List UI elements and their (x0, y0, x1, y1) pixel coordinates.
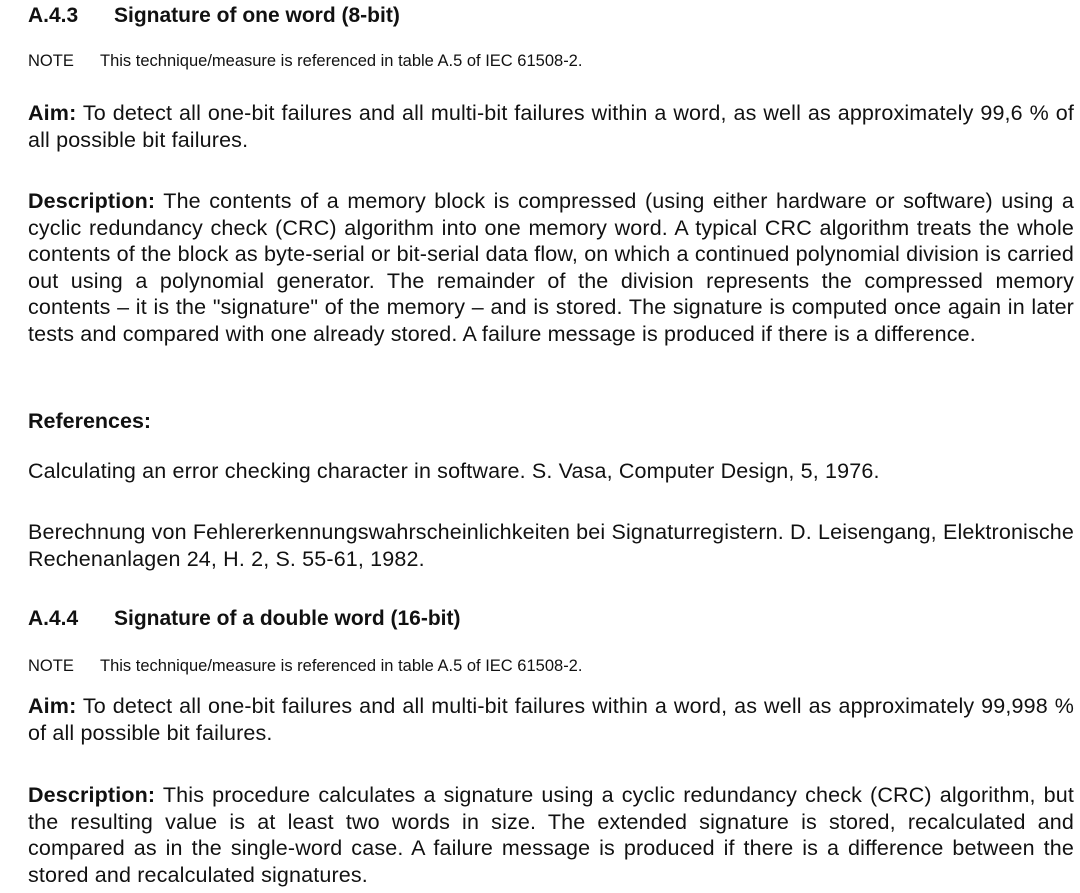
aim-paragraph-a44 (28, 693, 1074, 746)
section-number: A.4.3 (28, 4, 79, 27)
description-text: This procedure calculates a signature using a cyclic redundancy check (CRC) algorithm, but the resulting value is at least two words in size. The extended signature is stored, recalculated and compared as in the single-word case. A failure message is produced if there is a difference between the stored and recalculated signatures. (28, 783, 1074, 887)
section-title: Signature of one word (8-bit) (114, 4, 400, 27)
aim-label: Aim: (28, 101, 77, 125)
reference-item: Berechnung von Fehlererkennungswahrscheinlichkeiten bei Signaturregistern. D. Leisengang, Elektronische Rechenanlagen 24, H. 2, S. 55-61, 1982. (28, 520, 1074, 571)
description-label: Description: (28, 783, 156, 807)
note-a44 (28, 656, 582, 676)
aim-text: To detect all one-bit failures and all multi-bit failures within a word, as well as approximately 99,6 % of all possible bit failures. (28, 101, 1074, 152)
references-heading: References: (28, 409, 152, 433)
description-label: Description: (28, 189, 156, 213)
section-heading-a43 (28, 3, 400, 29)
section-title: Signature of a double word (16-bit) (114, 607, 461, 630)
aim-label: Aim: (28, 694, 77, 718)
section-heading-a44 (28, 606, 461, 632)
description-paragraph-a44 (28, 782, 1074, 888)
note-text: This technique/measure is referenced in table A.5 of IEC 61508-2. (100, 52, 583, 70)
section-number: A.4.4 (28, 607, 79, 630)
description-paragraph-a43 (28, 188, 1074, 347)
reference-item: Calculating an error checking character in software. S. Vasa, Computer Design, 5, 1976. (28, 459, 880, 483)
aim-paragraph-a43 (28, 100, 1074, 153)
note-a43 (28, 51, 582, 71)
description-text: The contents of a memory block is compressed (using either hardware or software) using a cyclic redundancy check (CRC) algorithm into one memory word. A typical CRC algorithm treats the whole contents of the block as byte-serial or bit-serial data flow, on which a continued polynomial division is carried out using a polynomial generator. The remainder of the division represents the compressed memory contents – it is the "signature" of the memory – and is stored. The signature is computed once again in later tests and compared with one already stored. A failure message is produced if there is a difference. (28, 189, 1074, 346)
note-tag: NOTE (28, 52, 74, 70)
note-tag: NOTE (28, 657, 74, 675)
aim-text: To detect all one-bit failures and all multi-bit failures within a word, as well as approximately 99,998 % of all possible bit failures. (28, 694, 1074, 745)
note-text: This technique/measure is referenced in table A.5 of IEC 61508-2. (100, 657, 583, 675)
